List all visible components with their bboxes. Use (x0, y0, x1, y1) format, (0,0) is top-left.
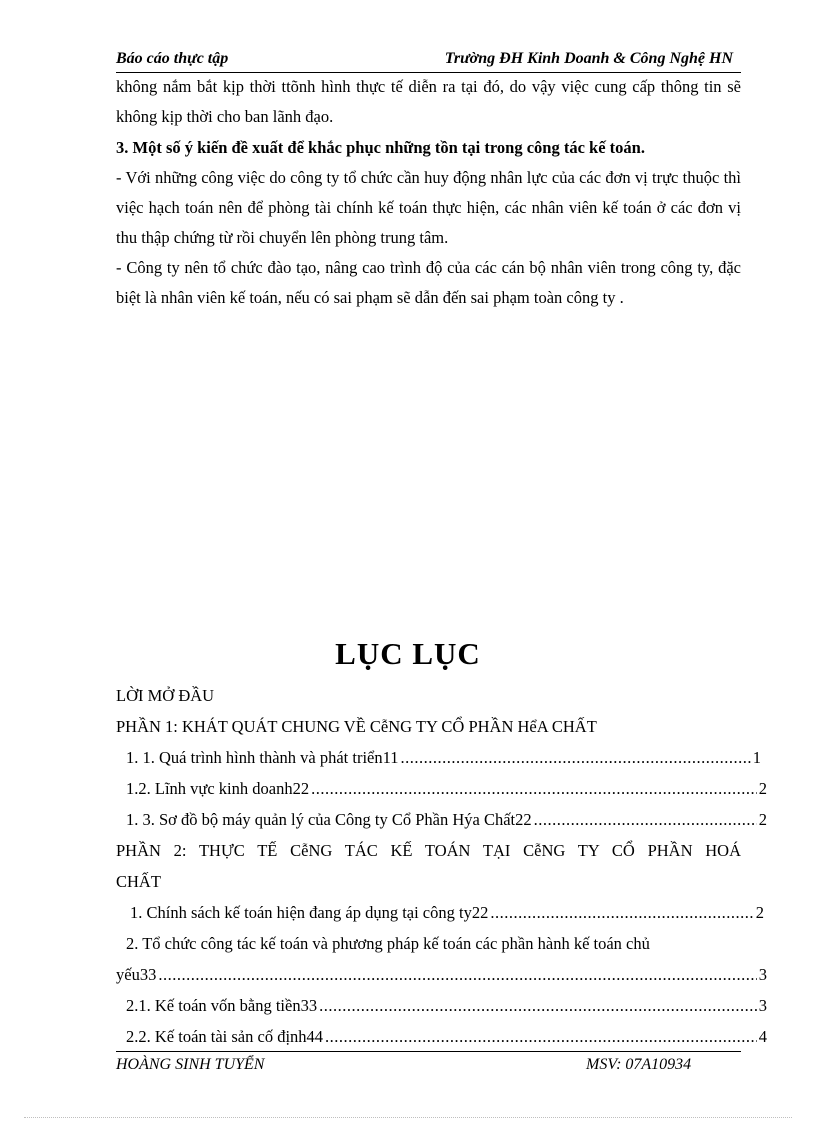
toc-entry-text: 1. 1. Quá trình hình thành và phát triển11 (126, 748, 399, 767)
toc-title: LỤC LỤC (335, 636, 481, 671)
paragraph-1: không nắm bắt kịp thời ttõnh hình thực tế diễn ra tại đó, do vậy việc cung cấp thông tin sẽ không kịp thời cho ban lãnh đạo. (116, 77, 741, 126)
toc-entry-page: 1 (752, 748, 761, 767)
toc-entry-text: 1.2. Lĩnh vực kinh doanh22 (126, 779, 310, 798)
page-header (116, 50, 741, 73)
header-right: Trường ĐH Kinh Doanh & Công Nghệ HN (444, 50, 733, 67)
leader-dots (319, 996, 757, 1016)
toc-part-2: PHẦN 2: THỰC TẾ CễNG TÁC KẾ TOÁN TẠI CễNG TY CỔ PHẦN HOÁ (116, 841, 741, 860)
toc-entry[interactable] (116, 965, 767, 985)
toc-entry-page: 3 (758, 965, 767, 984)
toc-entry-page: 2 (755, 903, 764, 922)
toc-entry-2-line1: 2. Tổ chức công tác kế toán và phương pháp kế toán các phần hành kế toán chủ (126, 934, 650, 953)
toc-entry[interactable] (130, 903, 764, 923)
toc-entry[interactable] (126, 996, 767, 1016)
toc-entry-page: 3 (758, 996, 767, 1015)
page-footer (116, 1051, 741, 1073)
author-name: HOÀNG SINH TUYỂN (116, 1056, 265, 1073)
leader-dots (158, 965, 756, 985)
toc-part-2-cont: CHẤT (116, 872, 161, 891)
toc-entry[interactable] (126, 810, 767, 830)
toc-entry[interactable] (126, 779, 767, 799)
toc-entry-page: 4 (758, 1027, 767, 1046)
leader-dots (401, 748, 751, 768)
toc-entry[interactable] (126, 1027, 767, 1047)
toc-entry-page: 2 (758, 779, 767, 798)
toc-entry-text: 2.2. Kế toán tài sản cố định44 (126, 1027, 324, 1046)
student-id: MSV: 07A10934 (586, 1056, 692, 1073)
toc-entry-text: 1. Chính sách kế toán hiện đang áp dụng tại công ty22 (130, 903, 489, 922)
paragraph-2: - Với những công việc do công ty tổ chức cần huy động nhân lực của các đơn vị trực thuộc thì việc hạch toán nên để phòng tài chính kế toán thực hiện, các nhân viên kế toán ở các đơn vị thu thập chứng từ rồi chuyển lên phòng trung tâm. (116, 168, 741, 247)
toc-entry-page: 2 (758, 810, 767, 829)
toc-entry[interactable] (126, 748, 761, 768)
toc-part-1: PHẦN 1: KHÁT QUÁT CHUNG VỀ CễNG TY CỔ PHẦN HểA CHẤT (116, 717, 597, 736)
leader-dots (490, 903, 753, 923)
leader-dots (325, 1027, 757, 1047)
toc-intro: LỜI MỞ ĐẦU (116, 686, 215, 705)
toc-entry-text: 1. 3. Sơ đồ bộ máy quản lý của Công ty Cổ Phần Hýa Chất22 (126, 810, 532, 829)
page-bottom-border (24, 1117, 792, 1118)
leader-dots (311, 779, 757, 799)
section-3-heading: 3. Một số ý kiến đề xuất để khắc phục những tồn tại trong công tác kế toán. (116, 138, 645, 157)
toc-entry-text: yếu33 (116, 965, 157, 984)
toc-entry-text: 2.1. Kế toán vốn bằng tiền33 (126, 996, 318, 1015)
paragraph-3: - Công ty nên tổ chức đào tạo, nâng cao trình độ của các cán bộ nhân viên trong công ty, đặc biệt là nhân viên kế toán, nếu có sai phạm sẽ dẫn đến sai phạm toàn công ty . (116, 258, 741, 307)
leader-dots (534, 810, 757, 830)
header-left: Báo cáo thực tập (116, 50, 229, 67)
